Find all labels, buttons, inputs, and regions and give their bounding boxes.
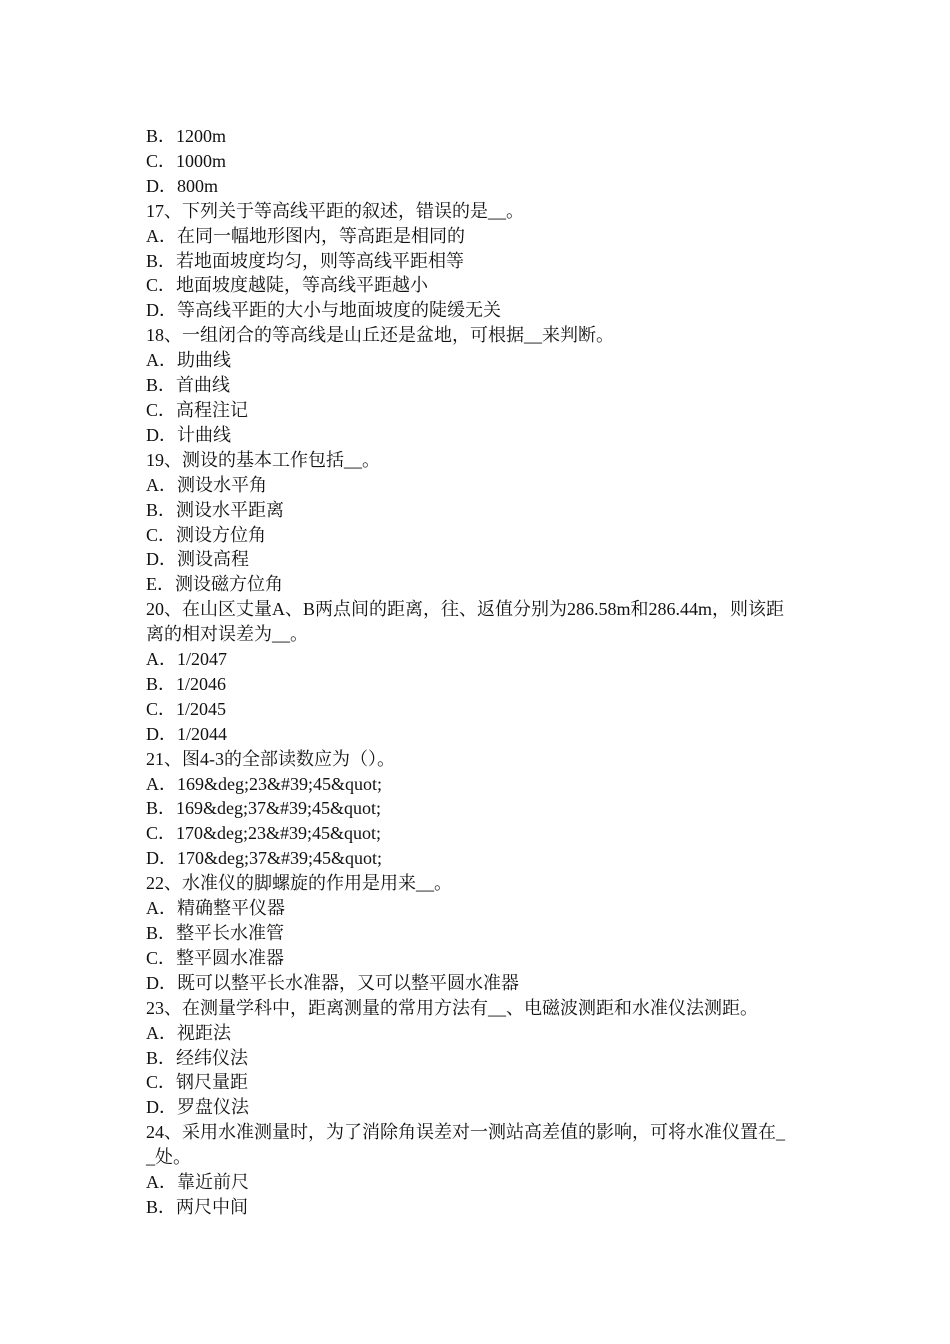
option-line: C．钢尺量距 bbox=[146, 1072, 249, 1093]
question-line: 离的相对误差为__。 bbox=[146, 624, 308, 645]
option-line: D．170&deg;37&#39;45&quot; bbox=[146, 848, 382, 869]
option-line: D．计曲线 bbox=[146, 424, 231, 445]
option-line: C．1000m bbox=[146, 150, 227, 171]
option-line: B．169&deg;37&#39;45&quot; bbox=[146, 798, 382, 819]
option-line: D．800m bbox=[146, 175, 218, 196]
option-line: A．测设水平角 bbox=[146, 474, 267, 495]
option-line: A．在同一幅地形图内，等高距是相同的 bbox=[146, 225, 465, 246]
option-line: C．地面坡度越陡，等高线平距越小 bbox=[146, 275, 429, 296]
question-line: 20、在山区丈量A、B两点间的距离，往、返值分别为286.58m和286.44m，则该距 bbox=[146, 599, 785, 620]
option-line: B．测设水平距离 bbox=[146, 499, 285, 520]
option-line: D．既可以整平长水准器，又可以整平圆水准器 bbox=[146, 972, 519, 993]
question-line: 24、采用水准测量时，为了消除角误差对一测站高差值的影响，可将水准仪置在_ bbox=[146, 1122, 785, 1143]
question-text-body bbox=[146, 124, 814, 1220]
question-line: 21、图4-3的全部读数应为（）。 bbox=[146, 748, 395, 769]
question-line: 17、下列关于等高线平距的叙述，错误的是__。 bbox=[146, 200, 524, 221]
option-line: D．1/2044 bbox=[146, 723, 227, 744]
option-line: D．罗盘仪法 bbox=[146, 1097, 249, 1118]
option-line: B．首曲线 bbox=[146, 375, 231, 396]
question-line: 18、一组闭合的等高线是山丘还是盆地，可根据__来判断。 bbox=[146, 325, 614, 346]
option-line: C．170&deg;23&#39;45&quot; bbox=[146, 823, 382, 844]
option-line: B．1/2046 bbox=[146, 673, 227, 694]
question-line: _处。 bbox=[146, 1147, 191, 1168]
option-line: B．整平长水准管 bbox=[146, 923, 285, 943]
question-line: 23、在测量学科中，距离测量的常用方法有__、电磁波测距和水准仪法测距。 bbox=[146, 997, 758, 1018]
option-line: C．测设方位角 bbox=[146, 524, 267, 545]
option-line: B．1200m bbox=[146, 126, 227, 146]
option-line: E．测设磁方位角 bbox=[146, 574, 283, 595]
option-line: D．等高线平距的大小与地面坡度的陡缓无关 bbox=[146, 300, 501, 321]
question-line: 22、水准仪的脚螺旋的作用是用来__。 bbox=[146, 873, 452, 894]
option-line: C．整平圆水准器 bbox=[146, 947, 285, 968]
option-line: A．精确整平仪器 bbox=[146, 898, 285, 919]
option-line: A．视距法 bbox=[146, 1022, 231, 1043]
option-line: A．1/2047 bbox=[146, 649, 227, 670]
option-line: B．经纬仪法 bbox=[146, 1047, 249, 1068]
option-line: B．两尺中间 bbox=[146, 1196, 249, 1217]
option-line: C．1/2045 bbox=[146, 698, 227, 719]
option-line: A．169&deg;23&#39;45&quot; bbox=[146, 773, 382, 794]
option-line: B．若地面坡度均匀，则等高线平距相等 bbox=[146, 250, 465, 271]
option-line: A．助曲线 bbox=[146, 350, 231, 371]
option-line: C．高程注记 bbox=[146, 399, 249, 420]
option-line: A．靠近前尺 bbox=[146, 1172, 249, 1193]
option-line: D．测设高程 bbox=[146, 549, 249, 570]
question-line: 19、测设的基本工作包括__。 bbox=[146, 449, 380, 470]
